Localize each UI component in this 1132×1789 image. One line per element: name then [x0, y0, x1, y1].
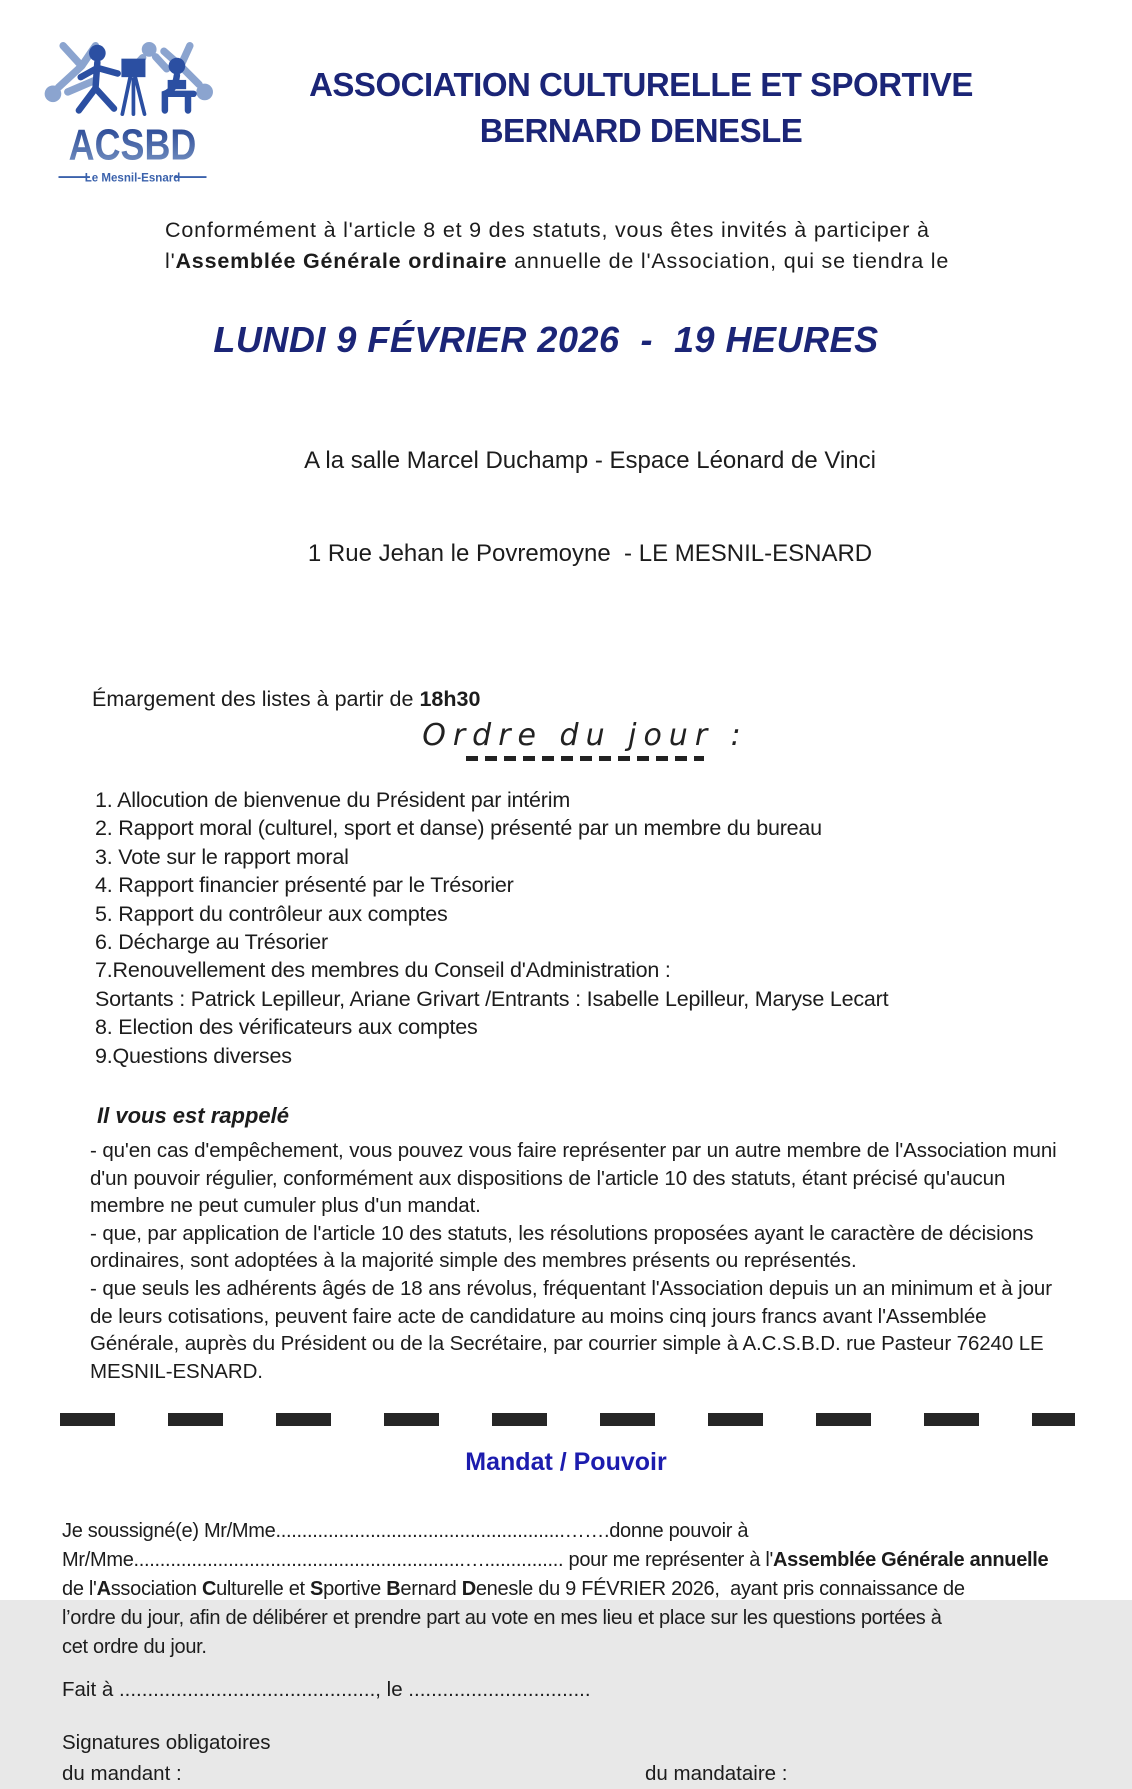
mandate-line3-part: ulturelle et	[216, 1578, 311, 1601]
venue-line2: 1 Rue Jehan le Povremoyne - LE MESNIL-ESNARD	[307, 540, 873, 567]
mandate-paragraph	[62, 1517, 1076, 1662]
reminder-paragraph: - que seuls les adhérents âgés de 18 ans révolus, fréquentant l'Association depuis un an minimum et à jour de leurs cotisations, peuvent faire acte de candidature au moins cinq jours francs avant l'Assemblée Générale, auprès du Président ou de la Secrétaire, par courrier simple à A.C.S.B.D. rue Pasteur 76240 LE MESNIL-ESNARD.	[90, 1277, 1052, 1383]
mandate-line3-part: C	[201, 1578, 217, 1601]
agenda-item: 4. Rapport financier présenté par le Trésorier	[95, 873, 514, 898]
mandate-line3-part: ernard	[400, 1578, 462, 1601]
signature-mandant-label: du mandant :	[62, 1762, 182, 1786]
intro-line2-bold: Assemblée Générale ordinaire	[175, 249, 508, 273]
agenda-heading: Ordre du jour :	[422, 718, 748, 753]
intro-line2-pre: l'	[165, 249, 176, 273]
mandate-heading: Mandat / Pouvoir	[465, 1448, 667, 1477]
dashed-divider	[60, 1413, 1075, 1426]
signin-text: Émargement des listes à partir de	[92, 687, 420, 711]
reminder-heading: Il vous est rappelé	[97, 1103, 289, 1129]
mandate-line3-part: B	[386, 1578, 401, 1601]
logo-graphic	[40, 36, 225, 196]
agenda-item: 8. Election des vérificateurs aux comptes	[95, 1015, 478, 1040]
agenda-item: 5. Rapport du contrôleur aux comptes	[95, 901, 448, 926]
venue-line1: A la salle Marcel Duchamp - Espace Léonard de Vinci	[304, 447, 876, 474]
agenda-list	[95, 786, 1092, 1070]
page-title	[255, 62, 1132, 201]
mandate-line4: l’ordre du jour, afin de délibérer et prendre part au vote en mes lieu et place sur les questions portées à	[62, 1607, 942, 1630]
title-line2: BERNARD DENESLE	[479, 112, 803, 149]
mandate-line3-part: enesle du 9 FÉVRIER 2026, ayant pris connaissance de	[475, 1578, 965, 1601]
reminder-paragraphs	[90, 1137, 1072, 1385]
signin-line	[92, 687, 1132, 712]
acsbd-logo	[0, 36, 255, 201]
reminder-paragraph: - qu'en cas d'empêchement, vous pouvez vous faire représenter par un autre membre de l'Association muni d'un pouvoir régulier, conformément aux dispositions de l'article 10 des statuts, étant précisé qu'aucun membre ne peut cumuler plus d'un mandat.	[90, 1139, 1057, 1218]
mandate-line3-part: portive	[323, 1578, 387, 1601]
logo-town: Le Mesnil-Esnard	[84, 172, 181, 185]
mandate-line3-part: D	[461, 1578, 476, 1601]
logo-acronym: ACSBD	[68, 121, 197, 170]
event-venue	[0, 383, 1132, 631]
signature-mandataire-label: du mandataire :	[645, 1762, 788, 1786]
agenda-item: 7.Renouvellement des membres du Conseil d'Administration :	[95, 958, 671, 983]
agenda-item: Sortants : Patrick Lepilleur, Ariane Grivart /Entrants : Isabelle Lepilleur, Maryse Lecart	[95, 986, 889, 1011]
signatures-row	[62, 1758, 1132, 1789]
mandate-line3-part: ssociation	[110, 1578, 202, 1601]
reminder-paragraph: - que, par application de l'article 10 des statuts, les résolutions proposées ayant le caractère de décisions ordinaires, sont adoptées à la majorité simple des membres présents ou représentés.	[90, 1221, 1034, 1273]
mandate-line5: cet ordre du jour.	[62, 1636, 207, 1659]
agenda-item: 2. Rapport moral (culturel, sport et danse) présenté par un membre du bureau	[95, 816, 822, 841]
agenda-item: 6. Décharge au Trésorier	[95, 930, 329, 955]
fait-a-line: Fait à ............................................., le ................................	[62, 1678, 591, 1702]
document-header	[0, 0, 1132, 201]
mandate-line2-pre: Mr/Mme...............................................................…............... pour me représenter à l'	[62, 1549, 773, 1572]
mandate-line3-part: S	[310, 1578, 324, 1601]
agenda-item: 3. Vote sur le rapport moral	[95, 844, 349, 869]
agenda-heading-underline	[466, 756, 704, 761]
title-line1: ASSOCIATION CULTURELLE ET SPORTIVE	[309, 66, 973, 103]
signin-time: 18h30	[419, 687, 481, 711]
agenda-item: 9.Questions diverses	[95, 1043, 292, 1068]
intro-line1: Conformément à l'article 8 et 9 des statuts, vous êtes invités à participer à	[165, 218, 930, 242]
mandate-line3-part: de l'	[62, 1578, 97, 1601]
signatures-heading: Signatures obligatoires	[62, 1731, 271, 1755]
mandate-line1: Je soussigné(e) Mr/Mme.......................................................…….donne pouvoir à	[62, 1520, 749, 1543]
mandate-line3-part: A	[96, 1578, 111, 1601]
agenda-item: 1. Allocution de bienvenue du Président par intérim	[95, 788, 571, 812]
intro-line2-post: annuelle de l'Association, qui se tiendra le	[507, 249, 950, 273]
event-date-heading: LUNDI 9 FÉVRIER 2026 - 19 HEURES	[213, 319, 879, 360]
logo-figures-dark-icon	[79, 45, 194, 114]
intro-paragraph	[165, 215, 1004, 277]
signatures-block	[62, 1727, 1132, 1789]
mandate-line2-bold: Assemblée Générale annuelle	[773, 1549, 1049, 1572]
